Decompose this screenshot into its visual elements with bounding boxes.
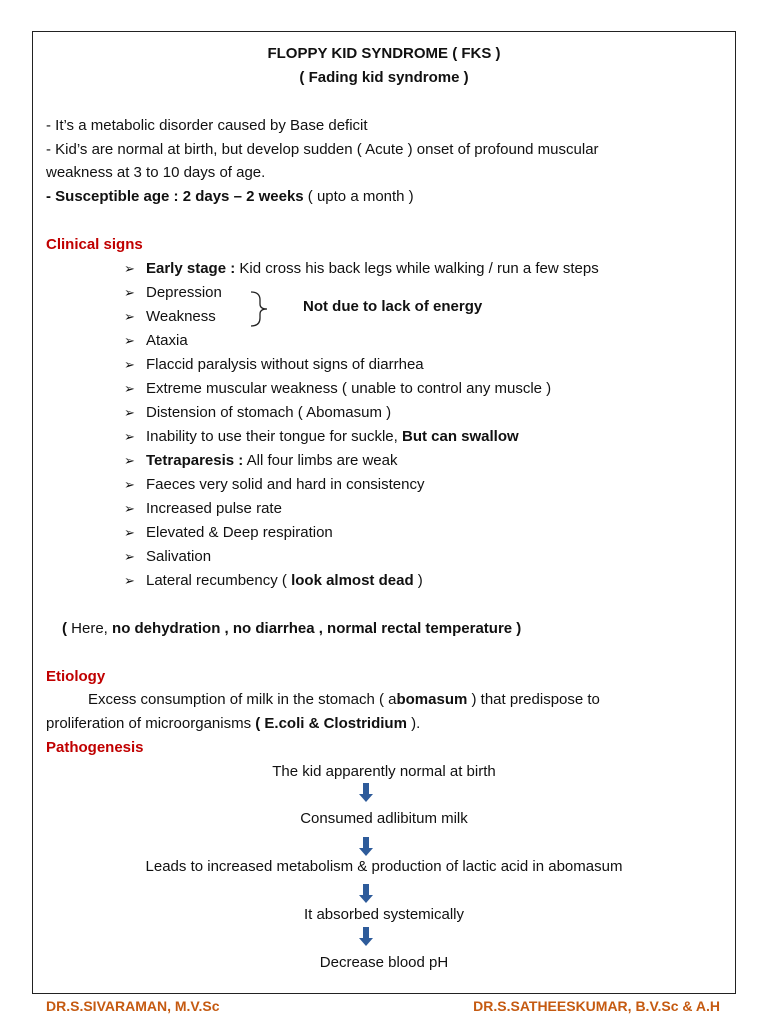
down-arrow-icon — [358, 783, 374, 803]
list-item: ➢ Lateral recumbency ( look almost dead ) — [124, 572, 423, 589]
footer-author-left: DR.S.SIVARAMAN, M.V.Sc — [46, 998, 220, 1014]
page-title: FLOPPY KID SYNDROME ( FKS ) — [267, 45, 501, 62]
brace-icon — [248, 290, 274, 328]
intro-line: - Kid’s are normal at birth, but develop sudden ( Acute ) onset of profound muscular — [46, 141, 599, 158]
list-item: ➢ Tetraparesis : All four limbs are weak — [124, 452, 398, 469]
list-item: ➢ Distension of stomach ( Abomasum ) — [124, 404, 392, 421]
arrow-bullet-icon: ➢ — [124, 261, 135, 276]
arrow-bullet-icon: ➢ — [124, 477, 135, 492]
arrow-bullet-icon: ➢ — [124, 429, 135, 444]
down-arrow-icon — [358, 837, 374, 857]
flow-step: Leads to increased metabolism & production of lactic acid in abomasum — [145, 858, 623, 875]
arrow-bullet-icon: ➢ — [124, 357, 135, 372]
flow-step: The kid apparently normal at birth — [272, 763, 496, 780]
arrow-bullet-icon: ➢ — [124, 525, 135, 540]
list-item: ➢ Elevated & Deep respiration — [124, 524, 333, 541]
list-item: ➢ Weakness — [124, 308, 216, 325]
down-arrow-icon — [358, 884, 374, 904]
arrow-bullet-icon: ➢ — [124, 501, 135, 516]
arrow-bullet-icon: ➢ — [124, 453, 135, 468]
list-item: ➢ Depression — [124, 284, 222, 301]
list-item: ➢ Early stage : Kid cross his back legs while walking / run a few steps — [124, 260, 599, 277]
etiology-line: proliferation of microorganisms ( E.coli & Clostridium ). — [46, 715, 421, 732]
arrow-bullet-icon: ➢ — [124, 549, 135, 564]
arrow-bullet-icon: ➢ — [124, 309, 135, 324]
intro-line: - It’s a metabolic disorder caused by Base deficit — [46, 117, 368, 134]
list-item: ➢ Extreme muscular weakness ( unable to control any muscle ) — [124, 380, 552, 397]
list-item: ➢ Flaccid paralysis without signs of diarrhea — [124, 356, 424, 373]
list-item: ➢ Ataxia — [124, 332, 188, 349]
intro-line: weakness at 3 to 10 days of age. — [46, 164, 266, 181]
etiology-line: Excess consumption of milk in the stomach ( abomasum ) that predispose to — [88, 691, 600, 708]
susceptible-age: - Susceptible age : 2 days – 2 weeks ( upto a month ) — [46, 188, 414, 205]
clinical-note: ( Here, no dehydration , no diarrhea , normal rectal temperature ) — [62, 620, 522, 637]
list-item: ➢ Increased pulse rate — [124, 500, 282, 517]
arrow-bullet-icon: ➢ — [124, 573, 135, 588]
flow-step: It absorbed systemically — [303, 906, 465, 923]
arrow-bullet-icon: ➢ — [124, 405, 135, 420]
flow-step: Consumed adlibitum milk — [300, 810, 468, 827]
arrow-bullet-icon: ➢ — [124, 285, 135, 300]
brace-note: Not due to lack of energy — [303, 298, 483, 315]
list-item: ➢ Faeces very solid and hard in consistency — [124, 476, 425, 493]
page-subtitle: ( Fading kid syndrome ) — [299, 69, 469, 86]
flow-step: Decrease blood pH — [319, 954, 449, 971]
down-arrow-icon — [358, 927, 374, 947]
arrow-bullet-icon: ➢ — [124, 333, 135, 348]
clinical-signs-heading: Clinical signs — [46, 236, 143, 253]
etiology-heading: Etiology — [46, 668, 106, 685]
pathogenesis-heading: Pathogenesis — [46, 739, 144, 756]
footer-author-right: DR.S.SATHEESKUMAR, B.V.Sc & A.H — [473, 998, 720, 1014]
list-item: ➢ Inability to use their tongue for suckle, But can swallow — [124, 428, 519, 445]
arrow-bullet-icon: ➢ — [124, 381, 135, 396]
list-item: ➢ Salivation — [124, 548, 212, 565]
